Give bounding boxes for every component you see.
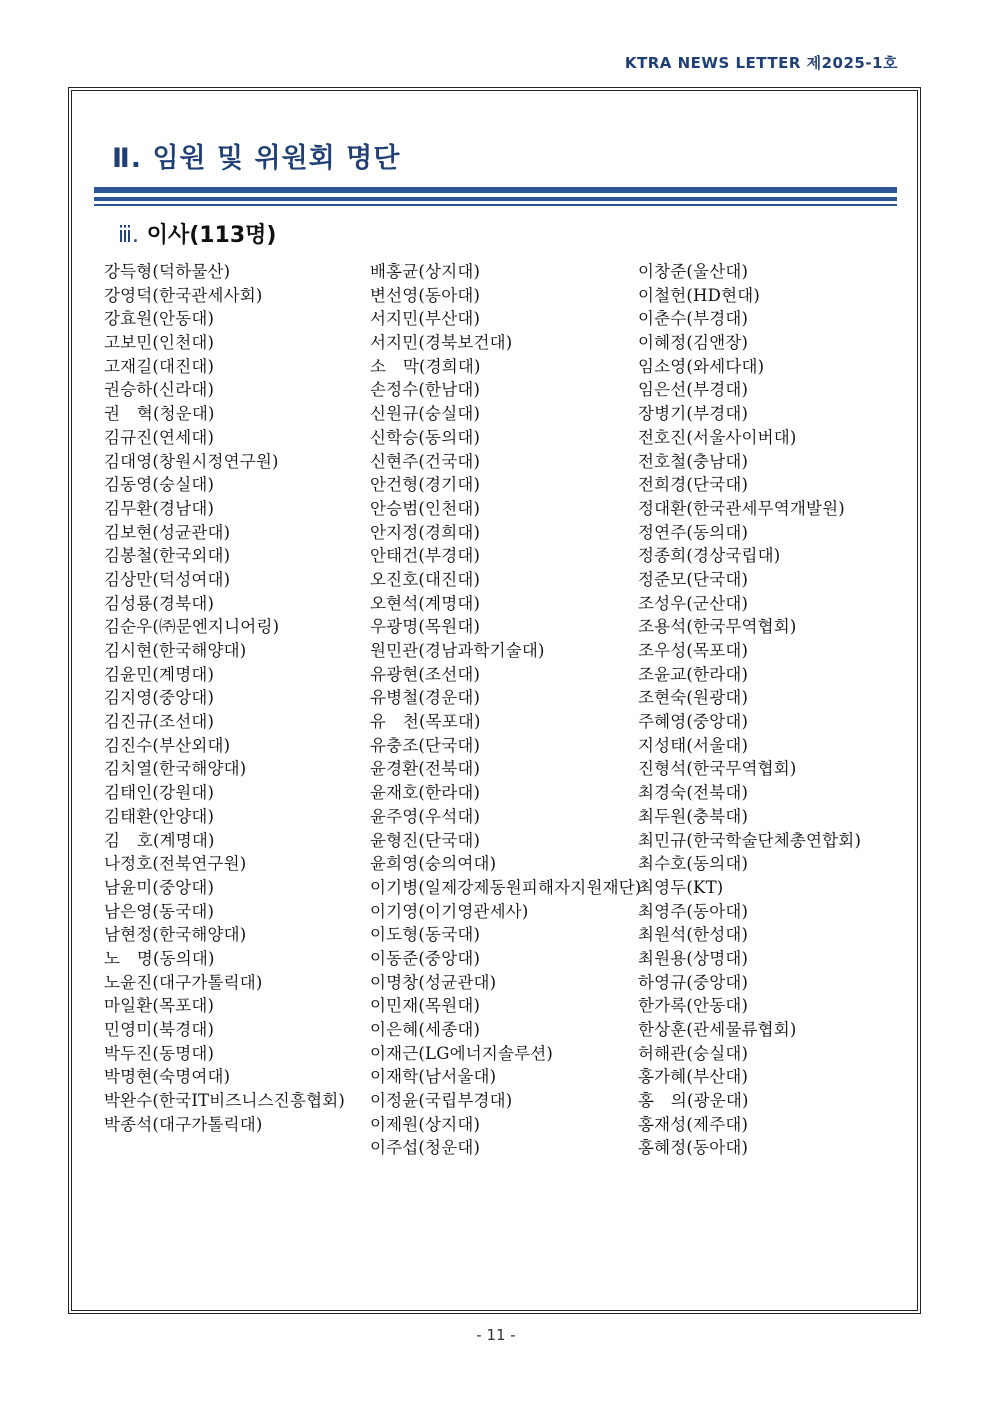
member-entry: 권승하(신라대): [104, 380, 215, 400]
member-entry: 김봉철(한국외대): [104, 546, 231, 566]
member-entry: 이은혜(세종대): [370, 1020, 481, 1039]
member-entry: 최원석(한성대): [638, 925, 749, 945]
member-entry: 한가록(안동대): [638, 996, 749, 1016]
member-entry: 김상만(덕성여대): [104, 569, 231, 589]
member-entry: 조우성(목포대): [638, 641, 749, 660]
member-entry: 이기영(이기영관세사): [370, 901, 529, 921]
member-entry: 오현석(계명대): [370, 593, 481, 613]
member-entry: 안태건(부경대): [370, 546, 481, 566]
member-entry: 최원용(상명대): [638, 948, 749, 968]
member-entry: 지성태(서울대): [638, 735, 749, 755]
member-entry: 최민규(한국학술단체총연합회): [638, 830, 862, 850]
member-entry: 홍가혜(부산대): [638, 1067, 749, 1087]
member-entry: 이정윤(국립부경대): [370, 1091, 513, 1111]
member-entry: 김동영(숭실대): [104, 475, 215, 495]
subsection-label: 이사(113명): [146, 223, 277, 248]
member-entry: 고재길(대진대): [104, 356, 215, 376]
member-entry: 김대영(창원시정연구원): [104, 451, 279, 471]
member-entry: 김진수(부산외대): [104, 735, 231, 755]
member-entry: 최두원(충북대): [638, 806, 749, 826]
member-entry: 김순우(㈜문엔지니어링): [104, 617, 280, 637]
member-entry: 최영주(동아대): [638, 901, 749, 921]
member-entry: 김진규(조선대): [104, 712, 215, 732]
member-entry: 조용석(한국무역협회): [638, 617, 797, 637]
member-entry: 강영덕(한국관세사회): [104, 285, 263, 305]
member-entry: 서지민(부산대): [370, 309, 481, 329]
member-entry: 홍혜정(동아대): [638, 1138, 749, 1158]
member-entry: 조성우(군산대): [638, 593, 749, 613]
member-entry: 서지민(경북보건대): [370, 333, 513, 353]
member-entry: 나정호(전북연구원): [104, 854, 247, 874]
member-entry: 박두진(동명대): [104, 1043, 215, 1063]
member-entry: 민영미(북경대): [104, 1020, 215, 1039]
member-column-3: [638, 260, 861, 1160]
member-entry: 진형석(한국무역협회): [638, 759, 797, 779]
member-entry: 윤희영(숭의여대): [370, 854, 497, 874]
member-entry: 윤주영(우석대): [370, 806, 481, 826]
member-column-1: [104, 260, 345, 1136]
member-entry: 유충조(단국대): [370, 735, 481, 755]
member-entry: 김지영(중앙대): [104, 688, 215, 708]
member-entry: 신현주(건국대): [370, 451, 481, 471]
member-entry: 장병기(부경대): [638, 404, 749, 424]
member-entry: 이혜정(김앤장): [638, 333, 749, 353]
member-entry: 홍 의(광운대): [638, 1091, 749, 1111]
member-entry: 전호진(서울사이버대): [638, 427, 797, 447]
member-entry: 김윤민(계명대): [104, 664, 215, 684]
member-entry: 안건형(경기대): [370, 475, 481, 495]
member-entry: 이동준(중앙대): [370, 948, 481, 968]
member-entry: 손정수(한남대): [370, 380, 481, 400]
member-entry: 이재근(LG에너지솔루션): [370, 1043, 554, 1063]
member-entry: 임소영(와세다대): [638, 356, 765, 376]
member-entry: 하영규(중앙대): [638, 972, 749, 992]
member-entry: 이창준(울산대): [638, 262, 749, 281]
member-entry: 이재학(남서울대): [370, 1067, 497, 1087]
member-entry: 유 천(목포대): [370, 712, 481, 732]
member-entry: 안승범(인천대): [370, 498, 481, 518]
member-entry: 임은선(부경대): [638, 380, 749, 400]
member-entry: 이제원(상지대): [370, 1114, 481, 1134]
member-entry: 이명창(성균관대): [370, 972, 497, 992]
member-entry: 최수호(동의대): [638, 854, 749, 874]
member-entry: 노윤진(대구가톨릭대): [104, 972, 263, 992]
member-entry: 남은영(동국대): [104, 901, 215, 921]
member-entry: 홍재성(제주대): [638, 1114, 749, 1134]
subsection-title: [118, 218, 276, 249]
member-entry: 신원규(숭실대): [370, 404, 481, 424]
member-entry: 윤경환(전북대): [370, 759, 481, 779]
member-entry: 윤재호(한라대): [370, 783, 481, 803]
member-entry: 최영두(KT): [638, 877, 724, 897]
member-entry: 안지정(경희대): [370, 522, 481, 542]
page-number: - 11 -: [476, 1326, 516, 1344]
member-entry: 박종석(대구가톨릭대): [104, 1114, 263, 1134]
member-entry: 신학승(동의대): [370, 427, 481, 447]
member-entry: 오진호(대진대): [370, 569, 481, 589]
member-entry: 남현정(한국해양대): [104, 925, 247, 945]
newsletter-header: KTRA NEWS LETTER 제2025-1호: [624, 54, 898, 72]
member-entry: 김시현(한국해양대): [104, 641, 247, 660]
member-entry: 윤형진(단국대): [370, 830, 481, 850]
member-entry: 김치열(한국해양대): [104, 759, 247, 779]
member-entry: 한상훈(관세물류협회): [638, 1020, 797, 1039]
member-entry: 권 혁(청운대): [104, 404, 215, 424]
member-entry: 배홍균(상지대): [370, 262, 481, 281]
member-entry: 김보현(성균관대): [104, 522, 231, 542]
member-entry: 최경숙(전북대): [638, 783, 749, 803]
member-entry: 강득형(덕하물산): [104, 262, 231, 281]
member-entry: 김무환(경남대): [104, 498, 215, 518]
member-entry: 고보민(인천대): [104, 333, 215, 353]
member-entry: 김규진(연세대): [104, 427, 215, 447]
section-title: Ⅱ. 임원 및 위원회 명단: [112, 143, 401, 174]
member-entry: 남윤미(중앙대): [104, 877, 215, 897]
member-entry: 정대환(한국관세무역개발원): [638, 498, 845, 518]
member-entry: 마일환(목포대): [104, 996, 215, 1016]
subsection-numeral: ⅲ.: [118, 223, 140, 248]
member-entry: 정종희(경상국립대): [638, 546, 781, 566]
member-entry: 주혜영(중앙대): [638, 712, 749, 732]
member-entry: 김태환(안양대): [104, 806, 215, 826]
member-column-2: [370, 260, 642, 1160]
member-entry: 강효원(안동대): [104, 309, 215, 329]
member-entry: 전희경(단국대): [638, 475, 749, 495]
member-entry: 박명현(숙명여대): [104, 1067, 231, 1087]
title-underline-thick: [94, 187, 897, 193]
member-entry: 이민재(목원대): [370, 996, 481, 1016]
member-entry: 원민관(경남과학기술대): [370, 641, 545, 660]
member-entry: 김태인(강원대): [104, 783, 215, 803]
member-entry: 노 명(동의대): [104, 948, 215, 968]
member-entry: 정연주(동의대): [638, 522, 749, 542]
member-entry: 박완수(한국IT비즈니스진흥협회): [104, 1091, 346, 1111]
member-entry: 이도형(동국대): [370, 925, 481, 945]
member-entry: 이철헌(HD현대): [638, 285, 760, 305]
member-entry: 김 호(계명대): [104, 830, 215, 850]
member-entry: 소 막(경희대): [370, 356, 481, 376]
member-entry: 유병철(경운대): [370, 688, 481, 708]
title-underline-thin: [94, 204, 897, 206]
member-entry: 조윤교(한라대): [638, 664, 749, 684]
member-entry: 김성룡(경북대): [104, 593, 215, 613]
member-entry: 조현숙(원광대): [638, 688, 749, 708]
member-entry: 우광명(목원대): [370, 617, 481, 637]
member-entry: 이춘수(부경대): [638, 309, 749, 329]
member-entry: 전호철(충남대): [638, 451, 749, 471]
member-entry: 변선영(동아대): [370, 285, 481, 305]
title-underline-medium: [94, 197, 897, 201]
member-entry: 이주섭(청운대): [370, 1138, 481, 1158]
member-entry: 허해관(숭실대): [638, 1043, 749, 1063]
member-entry: 이기병(일제강제동원피해자지원재단): [370, 877, 642, 897]
member-entry: 정준모(단국대): [638, 569, 749, 589]
member-entry: 유광현(조선대): [370, 664, 481, 684]
